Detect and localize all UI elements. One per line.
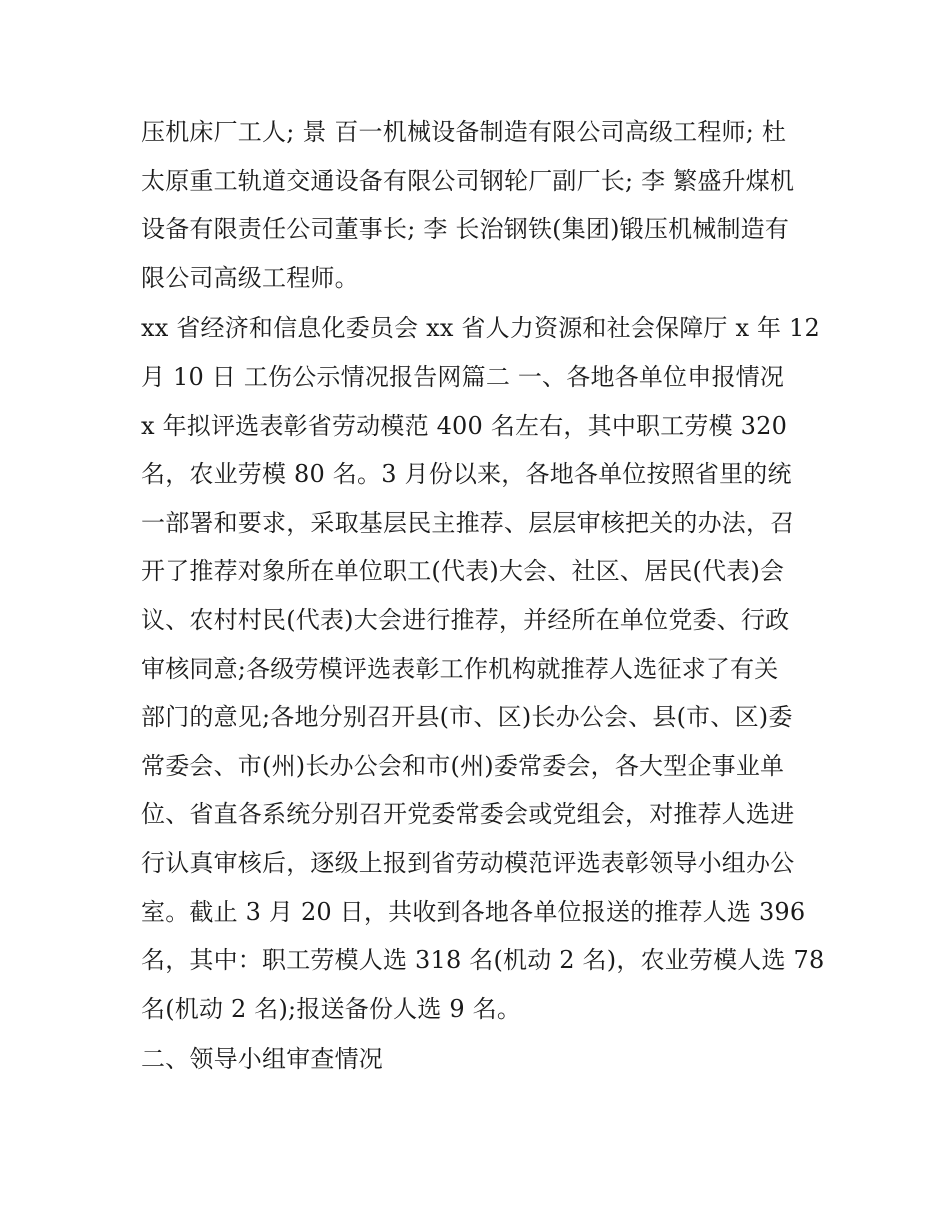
text-line: 压机床厂工人; 景 百一机械设备制造有限公司高级工程师; 杜 <box>141 118 787 146</box>
text-line: 名，其中：职工劳模人选 318 名(机动 2 名)，农业劳模人选 78 <box>141 946 825 975</box>
text-line: 一部署和要求，采取基层民主推荐、层层审核把关的办法，召 <box>141 508 795 537</box>
text-line: x 年拟评选表彰省劳动模范 400 名左右，其中职工劳模 320 <box>141 411 788 440</box>
text-line: 议、农村村民(代表)大会进行推荐，并经所在单位党委、行政 <box>141 605 790 634</box>
text-line: 设备有限责任公司董事长; 李 长治钢铁(集团)锻压机械制造有 <box>141 215 790 244</box>
text-line: 名，农业劳模 80 名。3 月份以来，各地各单位按照省里的统 <box>141 460 792 489</box>
text-line: 室。截止 3 月 20 日，共收到各地各单位报送的推荐人选 396 <box>141 897 806 926</box>
section-heading: 二、领导小组审查情况 <box>141 1045 383 1074</box>
text-line: 部门的意见;各地分别召开县(市、区)长办公会、县(市、区)委 <box>141 703 793 732</box>
text-line: 月 10 日 工伤公示情况报告网篇二 一、各地各单位申报情况 <box>141 362 785 391</box>
paragraph-application-status <box>141 304 831 1033</box>
text-line: 太原重工轨道交通设备有限公司钢轮厂副厂长; 李 繁盛升煤机 <box>141 166 795 195</box>
text-line: 审核同意;各级劳模评选表彰工作机构就推荐人选征求了有关 <box>141 654 779 683</box>
paragraph-awardees-continued <box>141 108 831 302</box>
text-line: 限公司高级工程师。 <box>141 263 359 292</box>
text-line: 位、省直各系统分别召开党委常委会或党组会，对推荐人选进 <box>141 800 795 829</box>
text-line: xx 省经济和信息化委员会 xx 省人力资源和社会保障厅 x 年 12 <box>141 314 820 343</box>
text-line: 开了推荐对象所在单位职工(代表)大会、社区、居民(代表)会 <box>141 557 785 586</box>
document-body <box>141 108 831 1084</box>
text-line: 行认真审核后，逐级上报到省劳动模范评选表彰领导小组办公 <box>141 848 795 877</box>
text-line: 常委会、市(州)长办公会和市(州)委常委会，各大型企事业单 <box>141 751 785 780</box>
text-line: 名(机动 2 名);报送备份人选 9 名。 <box>141 994 522 1023</box>
